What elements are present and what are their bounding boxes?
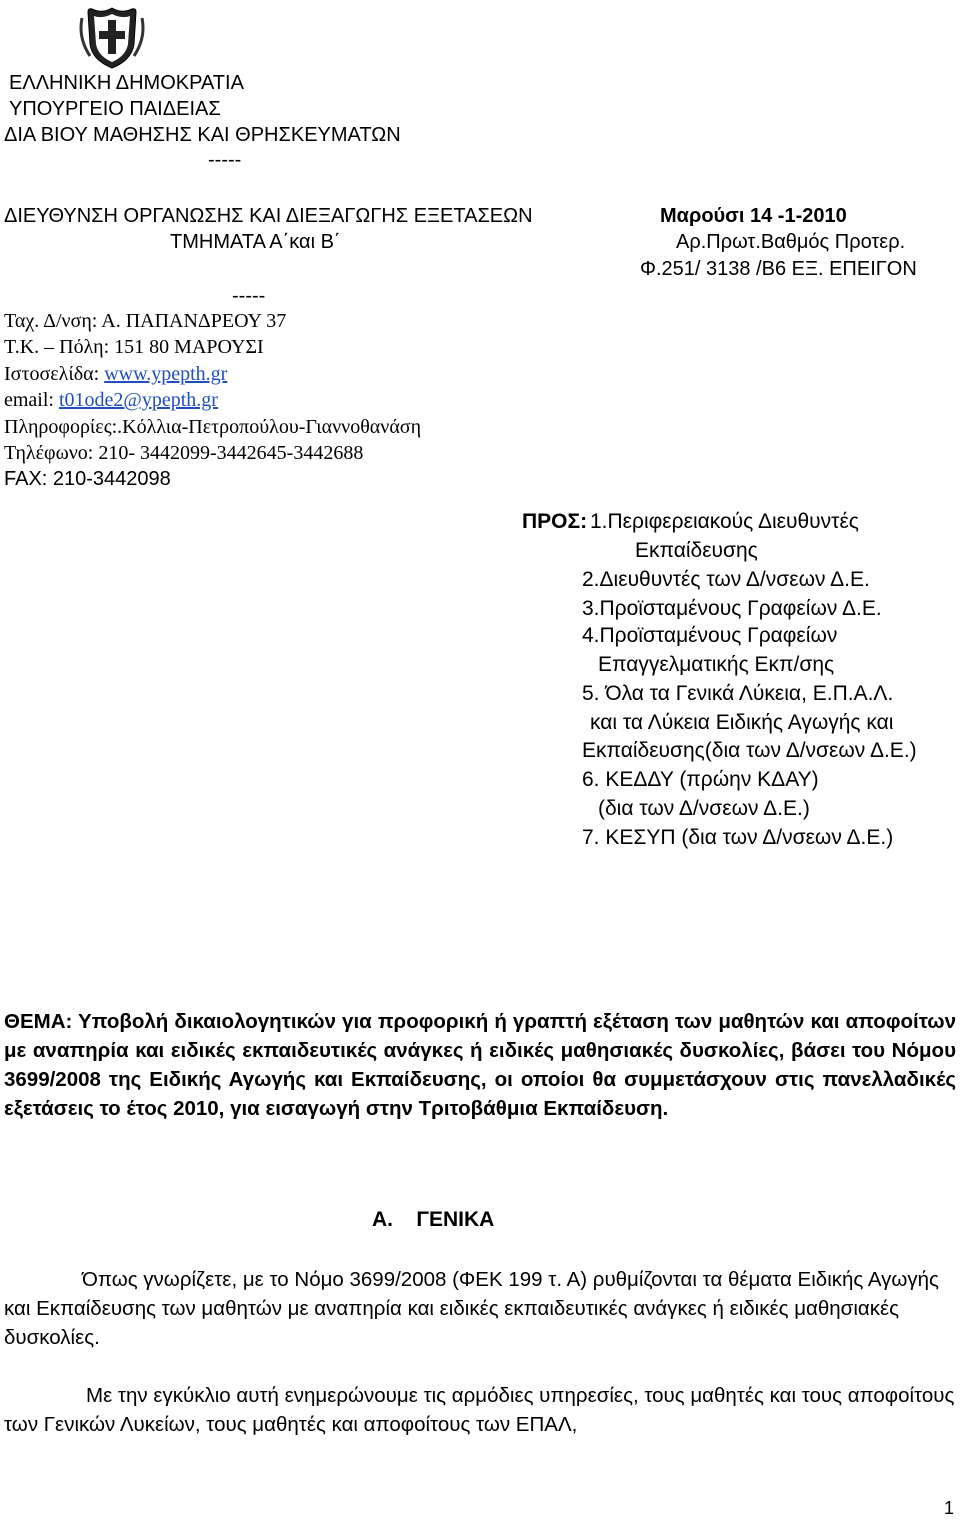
page-number: 1: [944, 1498, 955, 1518]
info-contacts: Πληροφορίες:.Κόλλια-Πετροπούλου-Γιαννοθανάση: [4, 416, 422, 438]
city-postcode: Τ.Κ. – Πόλη: 151 80 ΜΑΡΟΥΣΙ: [4, 336, 264, 358]
paragraph-2: Με την εγκύκλιο αυτή ενημερώνουμε τις αρμόδιες υπηρεσίες, τους μαθητές και τους αποφοίτους των Γενικών Λυκείων, τους μαθητές και αποφοίτους των ΕΠΑΛ,: [4, 1384, 955, 1436]
coat-of-arms-emblem: [78, 4, 146, 70]
recipient-1b: Εκπαίδευσης: [635, 539, 758, 562]
place-date: Μαρούσι 14 -1-2010: [660, 205, 847, 227]
protocol-label: Αρ.Πρωτ.Βαθμός Προτερ.: [676, 231, 906, 253]
website-link[interactable]: www.ypepth.gr: [104, 363, 228, 385]
phone-numbers: Τηλέφωνο: 210- 3442099-3442645-3442688: [4, 442, 364, 464]
recipient-6a: 6. ΚΕΔΔΥ (πρώην ΚΔΑΥ): [582, 768, 819, 791]
subject-paragraph: ΘΕΜΑ: Υποβολή δικαιολογητικών για προφορική ή γραπτή εξέταση των μαθητών και αποφοίτων με αναπηρία και ειδικές εκπαιδευτικές ανάγκες ή ειδικές μαθησιακές δυσκολίες, βάσει του Νόμου 3699/2008 της Ειδικής Αγωγής και Εκπαίδευσης, οι οποίοι θα συμμετάσχουν στις πανελλαδικές εξετάσεις το έτος 2010, για εισαγωγή στην Τριτοβάθμια Εκπαίδευση.: [4, 1010, 956, 1120]
recipient-5a: 5. Όλα τα Γενικά Λύκεια, Ε.Π.Α.Λ.: [582, 682, 894, 705]
recipient-6b: (δια των Δ/νσεων Δ.Ε.): [598, 797, 810, 820]
website-line: [4, 361, 227, 388]
email-link[interactable]: t01ode2@ypepth.gr: [58, 389, 218, 411]
website-label: Ιστοσελίδα:: [4, 363, 105, 385]
recipient-7: 7. ΚΕΣΥΠ (δια των Δ/νσεων Δ.Ε.): [582, 826, 894, 849]
directorate-title: ΔΙΕΥΘΥΝΣΗ ΟΡΓΑΝΩΣΗΣ ΚΑΙ ΔΙΕΞΑΓΩΓΗΣ ΕΞΕΤΑΣΕΩΝ: [4, 205, 533, 227]
recipient-1a: 1.Περιφερειακούς Διευθυντές: [590, 510, 859, 533]
recipient-4a: 4.Προϊσταμένους Γραφείων: [582, 624, 838, 647]
recipient-2: 2.Διευθυντές των Δ/νσεων Δ.Ε.: [582, 568, 870, 591]
departments-title: ΤΜΗΜΑΤΑ Α΄και Β΄: [170, 231, 341, 253]
paragraph-1: Όπως γνωρίζετε, με το Νόμο 3699/2008 (ΦΕΚ 199 τ. Α) ρυθμίζονται τα θέματα Ειδικής Αγωγής και Εκπαίδευσης των μαθητών με αναπηρία και ειδικές εκπαιδευτικές ανάγκες ή ειδικές μαθησιακές δυσκολίες.: [4, 1268, 939, 1349]
header-separator-2: -----: [232, 285, 266, 307]
recipients-label: ΠΡΟΣ:: [522, 510, 588, 533]
postal-address: Ταχ. Δ/νση: Α. ΠΑΠΑΝΔΡΕΟΥ 37: [4, 310, 287, 332]
recipient-5b: και τα Λύκεια Ειδικής Αγωγής και: [590, 711, 894, 734]
header-line-2: ΥΠΟΥΡΓΕΙΟ ΠΑΙΔΕΙΑΣ: [9, 98, 221, 120]
header-line-1: ΕΛΛΗΝΙΚΗ ΔΗΜΟΚΡΑΤΙΑ: [9, 72, 244, 94]
section-title: Α. ΓΕΝΙΚΑ: [372, 1208, 495, 1231]
header-separator: -----: [208, 149, 242, 171]
email-label: email:: [4, 389, 59, 411]
recipient-5c: Εκπαίδευσης(δια των Δ/νσεων Δ.Ε.): [582, 739, 917, 762]
header-line-3: ΔΙΑ ΒΙΟΥ ΜΑΘΗΣΗΣ ΚΑΙ ΘΡΗΣΚΕΥΜΑΤΩΝ: [4, 124, 401, 146]
fax-number: FAX: 210-3442098: [4, 468, 171, 490]
recipient-4b: Επαγγελματικής Εκπ/σης: [598, 653, 835, 676]
protocol-number: Φ.251/ 3138 /Β6 ΕΞ. ΕΠΕΙΓΟΝ: [640, 258, 917, 280]
greek-coat-of-arms-icon: [78, 4, 146, 70]
recipient-3: 3.Προϊσταμένους Γραφείων Δ.Ε.: [582, 597, 882, 620]
email-line: [4, 387, 218, 414]
